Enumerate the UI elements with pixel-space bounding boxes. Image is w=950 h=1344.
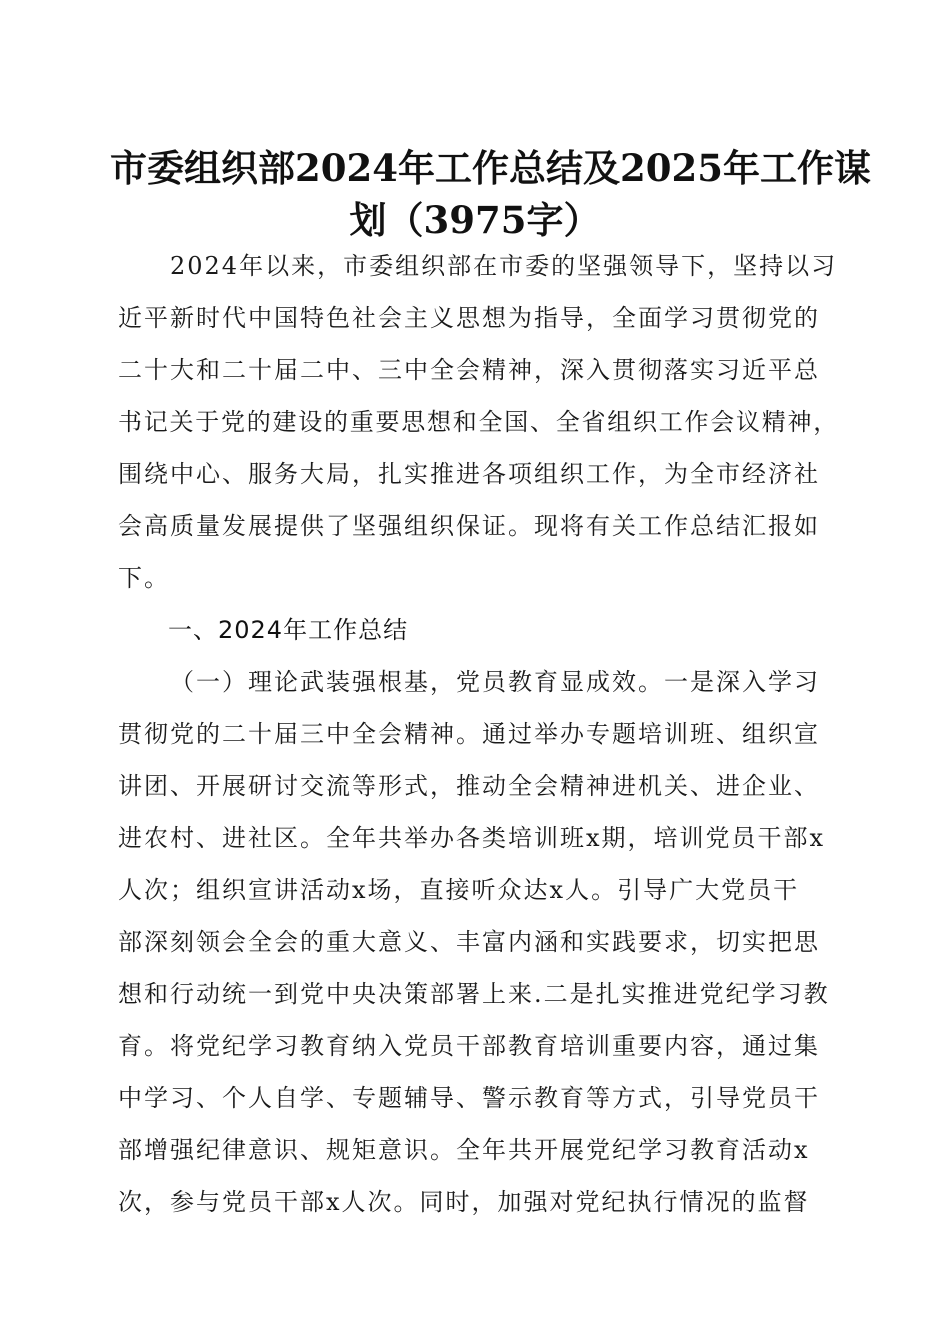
intro-line-4: 书记关于党的建设的重要思想和全国、全省组织工作会议精神，	[118, 408, 839, 436]
body-line-11: 次，参与党员干部x人次。同时，加强对党纪执行情况的监督	[118, 1188, 810, 1216]
body-line-3: 讲团、开展研讨交流等形式，推动全会精神进机关、进企业、	[118, 772, 820, 800]
intro-line-2: 近平新时代中国特色社会主义思想为指导，全面学习贯彻党的	[118, 304, 820, 332]
intro-line-6: 会高质量发展提供了坚强组织保证。现将有关工作总结汇报如	[118, 512, 820, 540]
document-title-line-2: 划（3975字）	[349, 198, 601, 242]
body-line-8: 育。将党纪学习教育纳入党员干部教育培训重要内容，通过集	[118, 1032, 820, 1060]
intro-line-1: 2024年以来，市委组织部在市委的坚强领导下，坚持以习	[170, 252, 838, 280]
intro-line-7: 下。	[118, 564, 170, 592]
intro-line-5: 围绕中心、服务大局，扎实推进各项组织工作，为全市经济社	[118, 460, 820, 488]
body-line-4: 进农村、进社区。全年共举办各类培训班x期，培训党员干部x	[118, 824, 826, 852]
body-line-7: 想和行动统一到党中央决策部署上来.二是扎实推进党纪学习教	[118, 980, 830, 1008]
body-line-9: 中学习、个人自学、专题辅导、警示教育等方式，引导党员干	[118, 1084, 820, 1112]
document-title-line-1: 市委组织部2024年工作总结及2025年工作谋	[110, 146, 871, 190]
section-heading: 一、2024年工作总结	[168, 616, 409, 644]
body-line-1: （一）理论武装强根基，党员教育显成效。一是深入学习	[170, 668, 820, 696]
body-line-6: 部深刻领会全会的重大意义、丰富内涵和实践要求，切实把思	[118, 928, 820, 956]
body-line-5: 人次；组织宣讲活动x场，直接听众达x人。引导广大党员干	[118, 876, 800, 904]
body-line-2: 贯彻党的二十届三中全会精神。通过举办专题培训班、组织宣	[118, 720, 820, 748]
intro-line-3: 二十大和二十届二中、三中全会精神，深入贯彻落实习近平总	[118, 356, 820, 384]
body-line-10: 部增强纪律意识、规矩意识。全年共开展党纪学习教育活动x	[118, 1136, 810, 1164]
